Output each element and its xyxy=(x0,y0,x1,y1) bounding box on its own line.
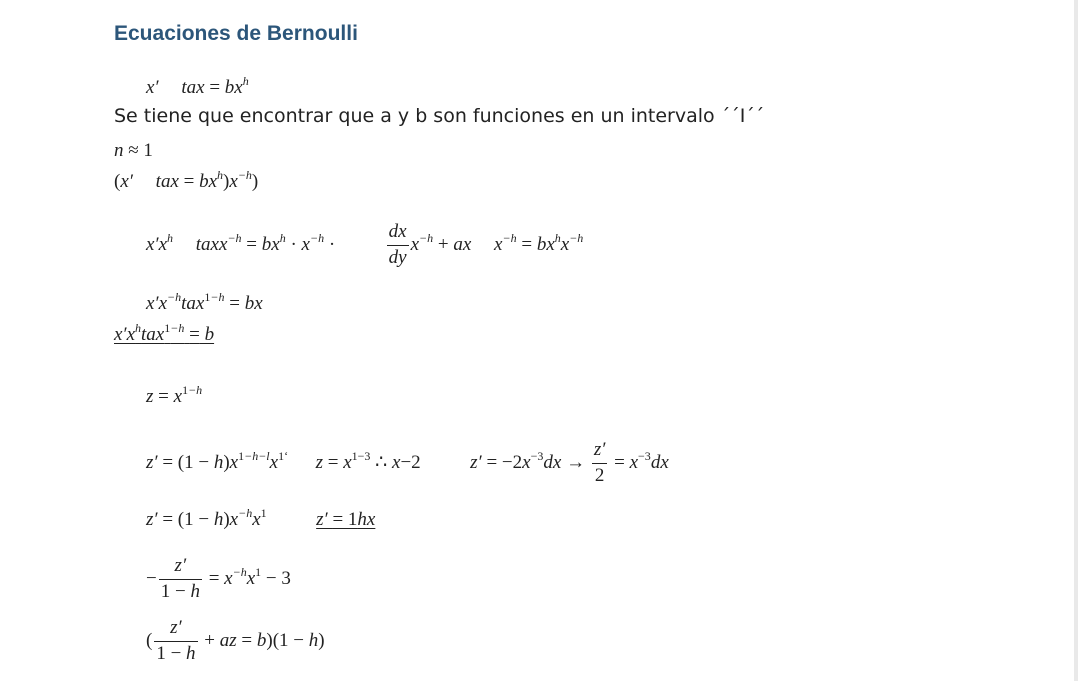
equation-simplified: $x'x^{-h}tax^{1-h}$ = bx xyxy=(146,290,263,314)
intro-text: Se tiene que encontrar que a y b son funciones en un intervalo ´´I´´ xyxy=(114,105,765,127)
equation-underlined-result: $x'x^htax^{1-h} = b$ xyxy=(114,321,215,345)
equation-derivative-2: $z' = (1 - h)x^{-h}x^1$ z′ = 1hx xyxy=(146,506,376,530)
equation-derivative: $z' = (1 - h)x^{1-h-l}x^{1‘}$ $z = x^{1-3}$ ∴ x−2 $z' = -2x^{-3}dx$ → $\frac{z'}{2}$ = $x^{-3}dx$ xyxy=(146,439,669,486)
equation-fraction: − $\frac{z'}{1 - h}$ = $x^{-h}x^1 - 3$ xyxy=(146,555,291,602)
page-title: Ecuaciones de Bernoulli xyxy=(114,22,358,45)
scrollbar-track[interactable] xyxy=(1074,0,1078,681)
equation-multiply: (x′ tax = $bx^h)x^{-h}$) xyxy=(114,168,259,192)
equation-n-condition: n ≈ 1 xyxy=(114,140,153,161)
equation-bernoulli: x′ tax = $bx^h$ xyxy=(146,74,249,98)
equation-final: ( $\frac{z'}{1 - h}$ + az = b)(1 − h) xyxy=(146,617,325,664)
equation-substitution: $z = x^{1-h}$ xyxy=(146,383,203,407)
equation-expanded: $x'x^h$ taxx$^{-h}$ = $bx^h \cdot x^{-h}$ · $\frac{dx}{dy}$ $x^{-h}$ + ax $x^{-h} = bx^hx^{-h}$ xyxy=(146,221,584,268)
